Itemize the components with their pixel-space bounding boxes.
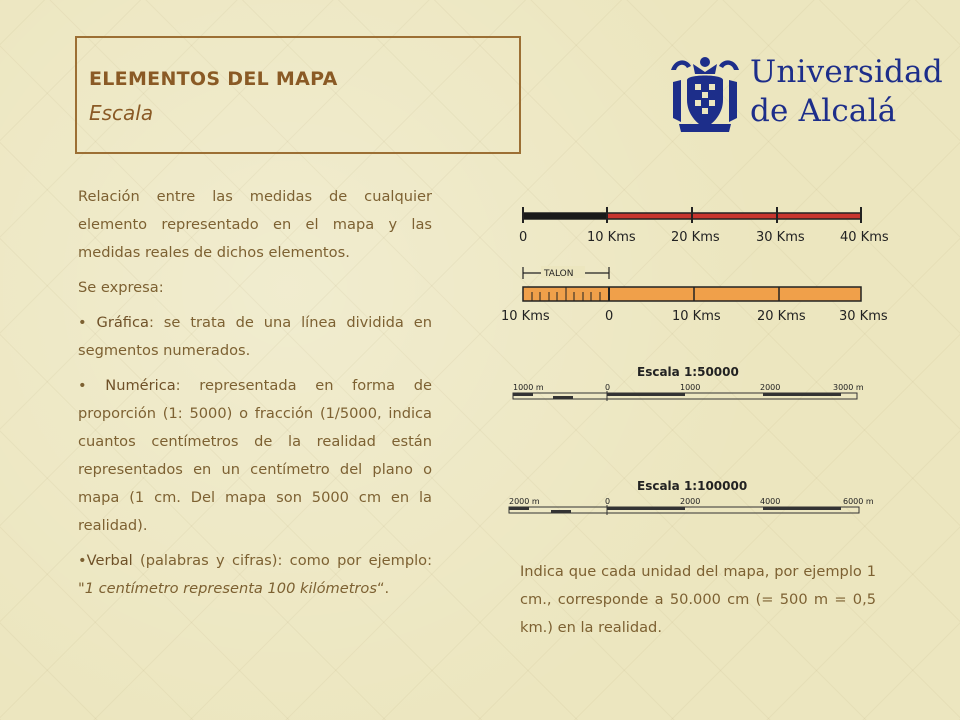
scale-bar-4-label: 6000 m bbox=[843, 497, 874, 506]
scale-bar-2-label: 20 Kms bbox=[757, 309, 806, 324]
scale-bar-4 bbox=[509, 479, 874, 515]
verbal-description: (palabras y cifras): como por ejemplo: " bbox=[78, 552, 432, 597]
scale-bar-2-label: 10 Kms bbox=[501, 309, 550, 324]
scale-bar-4-label: 0 bbox=[605, 497, 611, 506]
scale-bar-1-label: 10 Kms bbox=[587, 230, 636, 245]
scale-bar-4-label: 2000 m bbox=[509, 497, 540, 506]
verbal-end: “. bbox=[376, 580, 390, 597]
scale-bar-3-label: 3000 m bbox=[833, 383, 864, 392]
title-box bbox=[75, 36, 521, 154]
scale-bar-1-label: 20 Kms bbox=[671, 230, 720, 245]
numerica-term: Numérica bbox=[105, 377, 176, 394]
scale-bar-3-label: 0 bbox=[605, 383, 611, 392]
page-title: ELEMENTOS DEL MAPA bbox=[89, 68, 338, 90]
scale-bar-1-label: 0 bbox=[519, 230, 528, 245]
scale-bar-4-label: 2000 bbox=[680, 497, 701, 506]
scale-bar-3 bbox=[513, 365, 864, 401]
scale-bar-1-first-segment bbox=[523, 213, 607, 219]
grafica-item: • Gráfica: se trata de una línea dividida en segmentos numerados. bbox=[78, 314, 433, 359]
scale-bar-4-title: Escala 1:100000 bbox=[637, 479, 748, 493]
scale-bar-2 bbox=[501, 266, 888, 324]
grafica-description: : se trata de una línea dividida en segmentos numerados. bbox=[78, 314, 433, 359]
verbal-example: 1 centímetro representa 100 kilómetros bbox=[84, 580, 377, 597]
content-column bbox=[78, 183, 432, 610]
scale-bar-1-label: 40 Kms bbox=[840, 230, 889, 245]
scale-bar-3-label: 1000 m bbox=[513, 383, 544, 392]
scale-bar-3-label: 2000 bbox=[760, 383, 781, 392]
university-logo-text bbox=[750, 53, 943, 131]
scale-bar-3-title: Escala 1:50000 bbox=[637, 365, 739, 379]
numerica-item: • Numérica: representada en forma de proporción (1: 5000) o fracción (1/5000, indica cuantos centímetros de la realidad están representados en un centímetro del plano o mapa (1 cm. Del mapa son 5000 cm en la realidad). bbox=[78, 377, 432, 534]
scale-bar-1 bbox=[519, 207, 889, 245]
page-subtitle: Escala bbox=[89, 101, 154, 125]
grafica-term: Gráfica bbox=[96, 314, 149, 331]
university-crest-icon bbox=[665, 52, 745, 134]
scale-bar-4-label: 4000 bbox=[760, 497, 781, 506]
scale-bar-1-label: 30 Kms bbox=[756, 230, 805, 245]
talon-label: TALON bbox=[544, 269, 574, 279]
definition-paragraph: Relación entre las medidas de cualquier elemento representado en el mapa y las medidas reales de dichos elementos. bbox=[78, 188, 432, 261]
scale-bar-3-label: 1000 bbox=[680, 383, 701, 392]
intro-paragraph: Se expresa: bbox=[78, 279, 164, 296]
logo-line-1: Universidad bbox=[750, 54, 943, 90]
verbal-item: •Verbal (palabras y cifras): como por ejemplo: "1 centímetro representa 100 kilómetros“. bbox=[78, 552, 432, 597]
logo-line-2: de Alcalá bbox=[750, 93, 897, 129]
scale-bar-2-label: 30 Kms bbox=[839, 309, 888, 324]
scale-bars-figure bbox=[495, 195, 905, 525]
scale-bar-2-label: 0 bbox=[605, 309, 614, 324]
verbal-term: Verbal bbox=[86, 552, 133, 569]
numerica-description: : representada en forma de proporción (1: 5000) o fracción (1/5000, indica cuantos centímetros de la realidad están representados en un centímetro del plano o mapa (1 cm. Del mapa son 5000 cm en la realidad). bbox=[78, 377, 432, 534]
scale-explanation: Indica que cada unidad del mapa, por ejemplo 1 cm., corresponde a 50.000 cm (= 500 m = 0,5 km.) en la realidad. bbox=[520, 563, 876, 636]
scale-bar-2-label: 10 Kms bbox=[672, 309, 721, 324]
